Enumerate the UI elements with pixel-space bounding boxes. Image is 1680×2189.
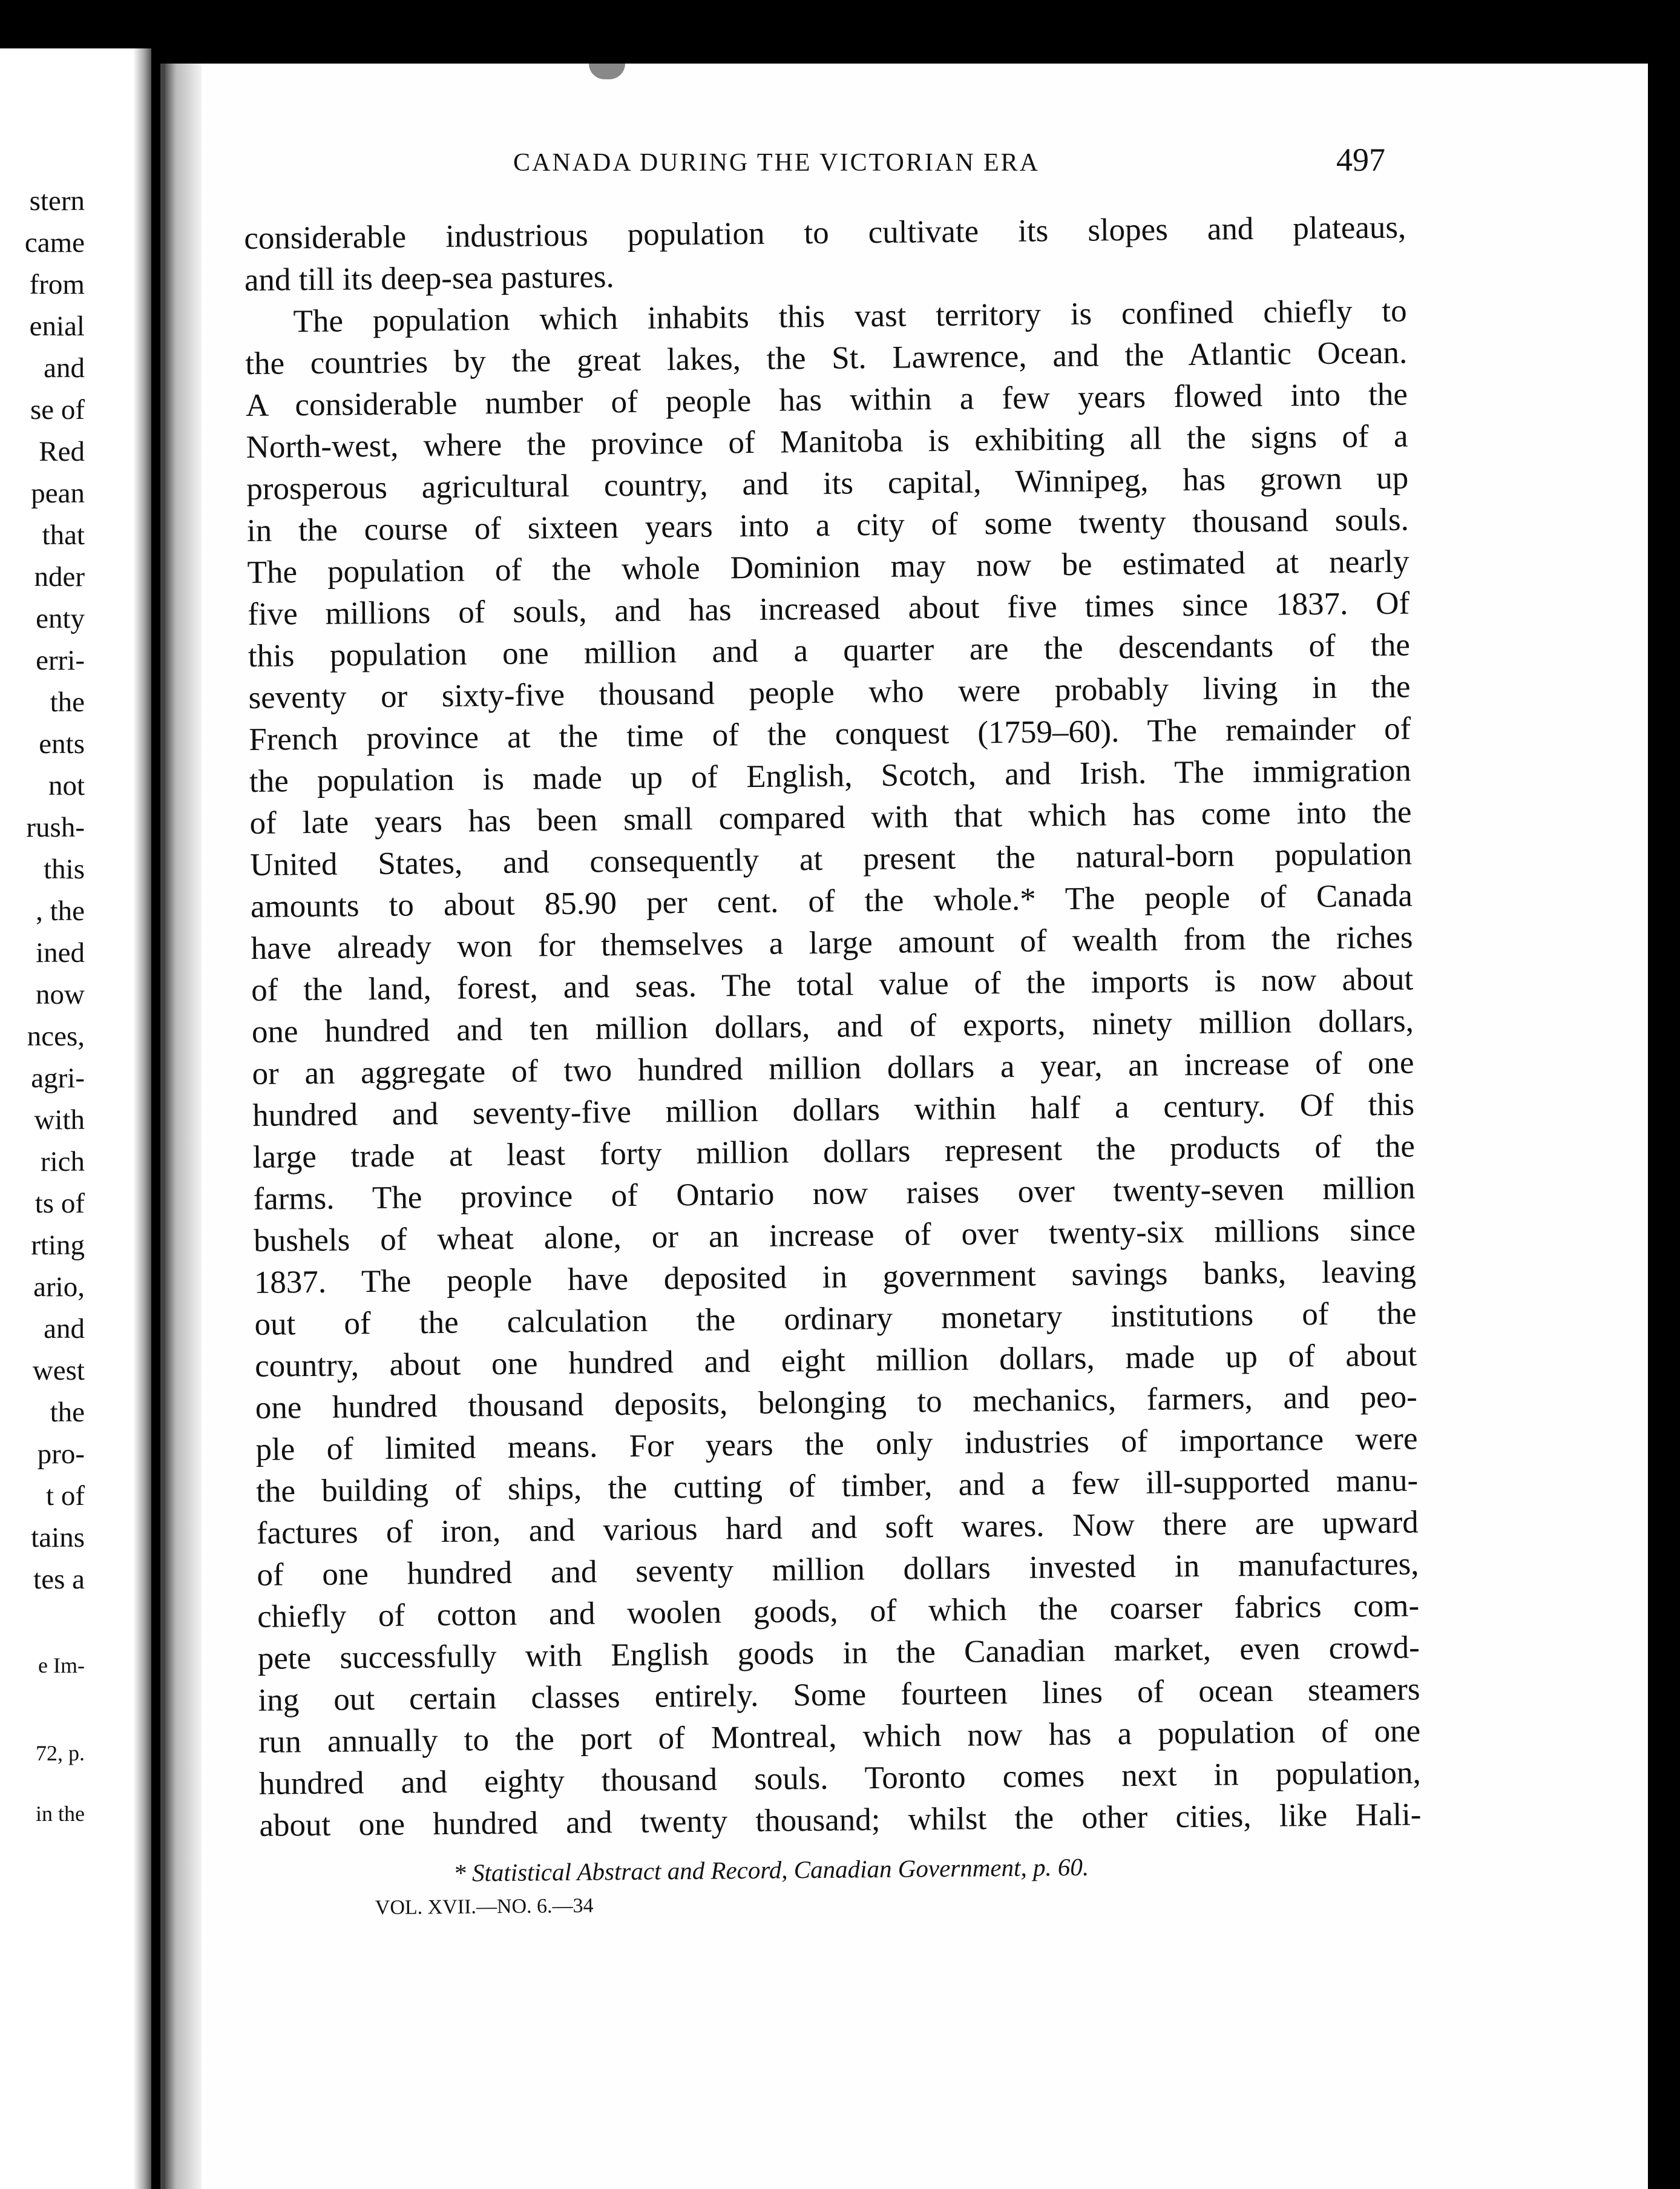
facing-page-line: stern	[29, 185, 85, 217]
body-line: or an aggregate of two hundred million dollars a year, an increase of one	[252, 1045, 1414, 1091]
body-line: country, about one hundred and eight million dollars, made up of about	[254, 1337, 1417, 1384]
facing-page-line: and	[44, 352, 85, 384]
body-line: have already won for themselves a large amount of wealth from the riches	[251, 920, 1413, 966]
body-line: seventy or sixty-five thousand people who were probably living in the	[248, 669, 1411, 716]
facing-page-line: rich	[40, 1146, 85, 1177]
body-line: of one hundred and seventy million dollars invested in manufactures,	[257, 1546, 1419, 1593]
facing-page-line: west	[32, 1355, 85, 1386]
body-line: five millions of souls, and has increased about five times since 1837. Of	[248, 585, 1410, 632]
facing-page-line: from	[29, 269, 85, 300]
body-text	[244, 207, 1422, 1921]
body-line: in the course of sixteen years into a city of some twenty thousand souls.	[246, 502, 1409, 548]
facing-page-footnote-line: in the	[36, 1802, 85, 1826]
facing-page-line: Red	[39, 436, 85, 467]
facing-page-line: ts of	[34, 1188, 85, 1219]
body-line: large trade at least forty million dollars represent the products of the	[252, 1128, 1416, 1175]
facing-page-line: t of	[46, 1480, 85, 1512]
facing-page-line: enty	[36, 603, 85, 634]
facing-page-line: erri-	[36, 645, 85, 676]
facing-page-line: nces,	[27, 1021, 85, 1052]
body-line: hundred and seventy-five million dollars within half a century. Of this	[252, 1087, 1415, 1133]
body-line: pete successfully with English goods in the Canadian market, even crowd-	[257, 1630, 1420, 1676]
facing-page-line: tes a	[33, 1564, 85, 1595]
facing-page-line: with	[34, 1104, 85, 1136]
facing-page-line: nder	[34, 561, 85, 593]
facing-page-line: tains	[31, 1522, 85, 1553]
facing-page-line: ined	[36, 937, 85, 969]
body-line: one hundred and ten million dollars, and of exports, ninety million dollars,	[251, 1003, 1414, 1050]
facing-page-footnote-line: e Im-	[38, 1653, 85, 1677]
facing-page-line: the	[50, 686, 85, 718]
body-line: A considerable number of people has within a few years flowed into the	[245, 377, 1408, 423]
page-spine-shadow	[165, 64, 202, 2189]
body-line: the building of ships, the cutting of timber, and a few ill-supported manu-	[255, 1463, 1419, 1509]
facing-page-line: enial	[29, 311, 85, 342]
facing-page-line: that	[42, 519, 85, 551]
body-line: ing out certain classes entirely. Some fourteen lines of ocean steamers	[258, 1671, 1420, 1718]
facing-page-line: ents	[39, 728, 85, 760]
body-line: 1837. The people have deposited in government savings banks, leaving	[254, 1254, 1417, 1300]
facing-page-fragment	[0, 48, 151, 2189]
facing-page-line: came	[24, 227, 85, 258]
footnote: * Statistical Abstract and Record, Canadian Government, p. 60.	[453, 1852, 1089, 1887]
body-line: and till its deep-sea pastures.	[244, 259, 615, 298]
body-line: run annually to the port of Montreal, which now has a population of one	[258, 1713, 1421, 1760]
body-line: factures of iron, and various hard and soft wares. Now there are upward	[256, 1504, 1419, 1551]
facing-page-line: rush-	[26, 812, 85, 843]
body-line: ple of limited means. For years the only industries of importance were	[255, 1421, 1418, 1467]
signature-mark: VOL. XVII.—NO. 6.—34	[375, 1894, 594, 1920]
body-line: prosperous agricultural country, and its capital, Winnipeg, has grown up	[246, 460, 1409, 507]
body-line: considerable industrious population to cultivate its slopes and plateaus,	[244, 209, 1406, 256]
facing-page-line: rting	[31, 1229, 85, 1261]
facing-page-line: , the	[36, 895, 85, 927]
facing-page-line: agri-	[31, 1062, 85, 1094]
body-line: amounts to about 85.90 per cent. of the whole.* The people of Canada	[250, 878, 1413, 924]
body-line: about one hundred and twenty thousand; whilst the other cities, like Hali-	[259, 1797, 1422, 1843]
body-line: of the land, forest, and seas. The total value of the imports is now about	[251, 961, 1414, 1008]
body-line: The population of the whole Dominion may now be estimated at nearly	[247, 544, 1409, 590]
body-line: The population which inhabits this vast territory is confined chiefly to	[293, 293, 1407, 340]
facing-page-line: ario,	[33, 1271, 85, 1303]
body-line: out of the calculation the ordinary monetary institutions of the	[254, 1295, 1417, 1342]
body-line: North-west, where the province of Manitoba is exhibiting all the signs of a	[246, 418, 1408, 465]
facing-page-line: the	[50, 1397, 85, 1428]
facing-page-footnote-line: 72, p.	[36, 1741, 85, 1765]
body-line: the population is made up of English, Scotch, and Irish. The immigration	[249, 752, 1412, 799]
body-line: French province at the time of the conquest (1759–60). The remainder of	[248, 711, 1411, 757]
body-line: one hundred thousand deposits, belonging to mechanics, farmers, and peo-	[255, 1379, 1418, 1426]
facing-page-line: and	[44, 1313, 85, 1345]
facing-page-line: se of	[30, 394, 85, 426]
body-line: this population one million and a quarter are the descendants of the	[248, 627, 1411, 674]
running-title: CANADA DURING THE VICTORIAN ERA	[513, 149, 1040, 177]
facing-page-line: now	[36, 979, 85, 1010]
page-edge-mark	[589, 64, 625, 79]
body-line: bushels of wheat alone, or an increase of over twenty-six millions since	[253, 1212, 1416, 1259]
facing-page-line: this	[44, 854, 85, 885]
page-number: 497	[1336, 142, 1385, 178]
facing-page-line: not	[48, 770, 85, 802]
book-page	[160, 64, 1648, 2189]
body-line: farms. The province of Ontario now raises over twenty-seven million	[253, 1170, 1416, 1217]
body-line: hundred and eighty thousand souls. Toronto comes next in population,	[258, 1755, 1422, 1802]
facing-page-line: pean	[31, 478, 85, 509]
body-line: the countries by the great lakes, the St. Lawrence, and the Atlantic Ocean.	[245, 335, 1408, 381]
body-line: United States, and consequently at present the natural-born population	[249, 836, 1413, 883]
body-line: chiefly of cotton and woolen goods, of which the coarser fabrics com-	[257, 1588, 1420, 1634]
body-lines	[244, 207, 1422, 1847]
facing-page-line: pro-	[37, 1438, 85, 1470]
book-gutter	[133, 48, 151, 2189]
body-line: of late years has been small compared with that which has come into the	[249, 794, 1412, 841]
